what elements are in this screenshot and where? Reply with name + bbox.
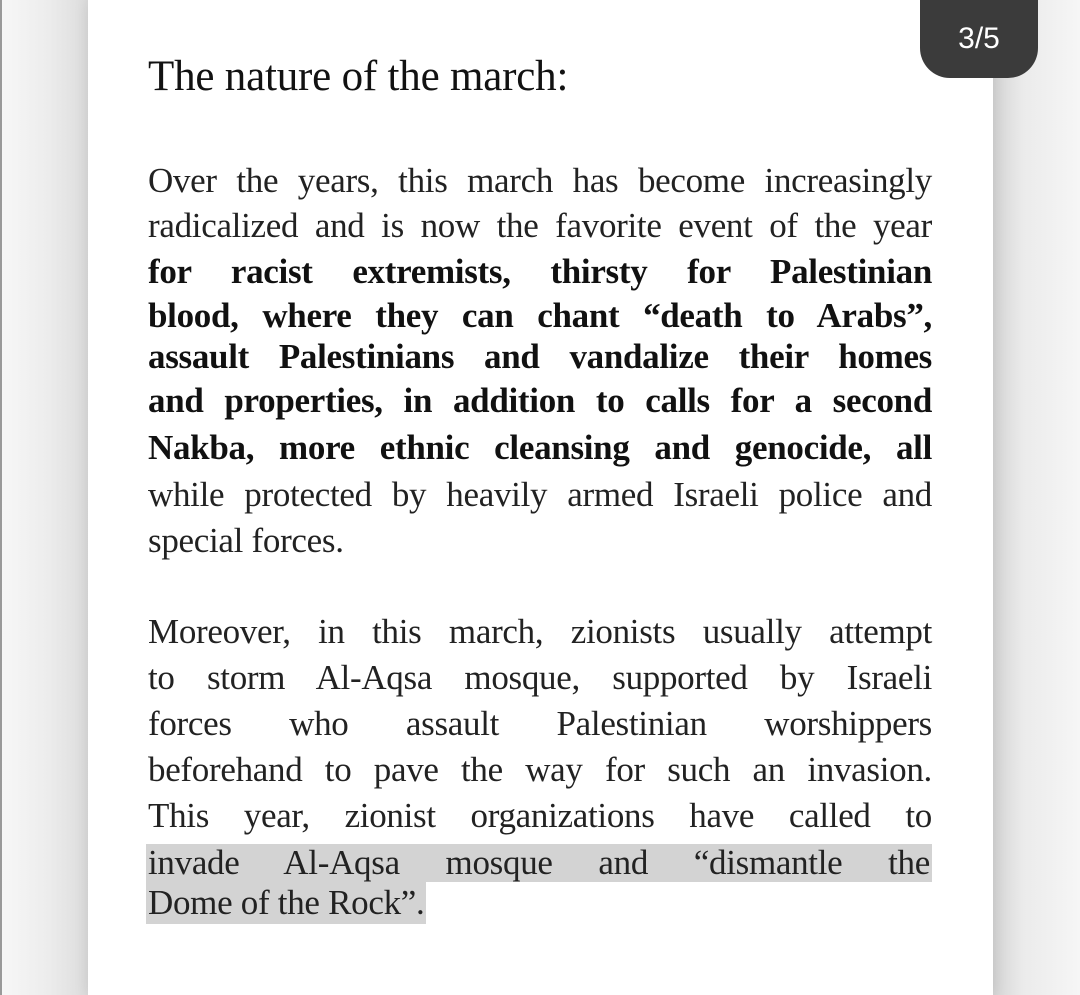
- text-line: for racist extremists, thirsty for Palestinian: [148, 252, 932, 291]
- text-line: to storm Al-Aqsa mosque, supported by Israeli: [148, 658, 932, 697]
- left-margin: [2, 0, 88, 995]
- text-line: forces who assault Palestinian worshippers: [148, 704, 932, 743]
- text-line: This year, zionist organizations have called to: [148, 796, 932, 835]
- page-counter-badge: 3/5: [920, 0, 1038, 78]
- text-line: beforehand to pave the way for such an invasion.: [148, 750, 932, 789]
- text-line: Nakba, more ethnic cleansing and genocide, all: [148, 428, 932, 467]
- text-line: and properties, in addition to calls for a second: [148, 381, 932, 420]
- highlighted-text-line-wrapper: [148, 882, 932, 924]
- highlighted-text-line: Dome of the Rock”.: [148, 883, 425, 922]
- text-line: assault Palestinians and vandalize their homes: [148, 337, 932, 376]
- text-line: Over the years, this march has become increasingly: [148, 161, 932, 200]
- highlighted-text-line: invade Al-Aqsa mosque and “dismantle the: [148, 843, 930, 882]
- text-line: Moreover, in this march, zionists usually attempt: [148, 612, 932, 651]
- paragraph-2: [148, 609, 932, 924]
- page-title: The nature of the march:: [148, 53, 569, 100]
- text-line: special forces.: [148, 521, 344, 560]
- right-margin: [993, 0, 1080, 995]
- text-line: while protected by heavily armed Israeli police and: [148, 475, 932, 514]
- text-line: radicalized and is now the favorite event of the year: [148, 206, 932, 245]
- text-line: blood, where they can chant “death to Arabs”,: [148, 296, 932, 335]
- paragraph-1: [148, 158, 932, 564]
